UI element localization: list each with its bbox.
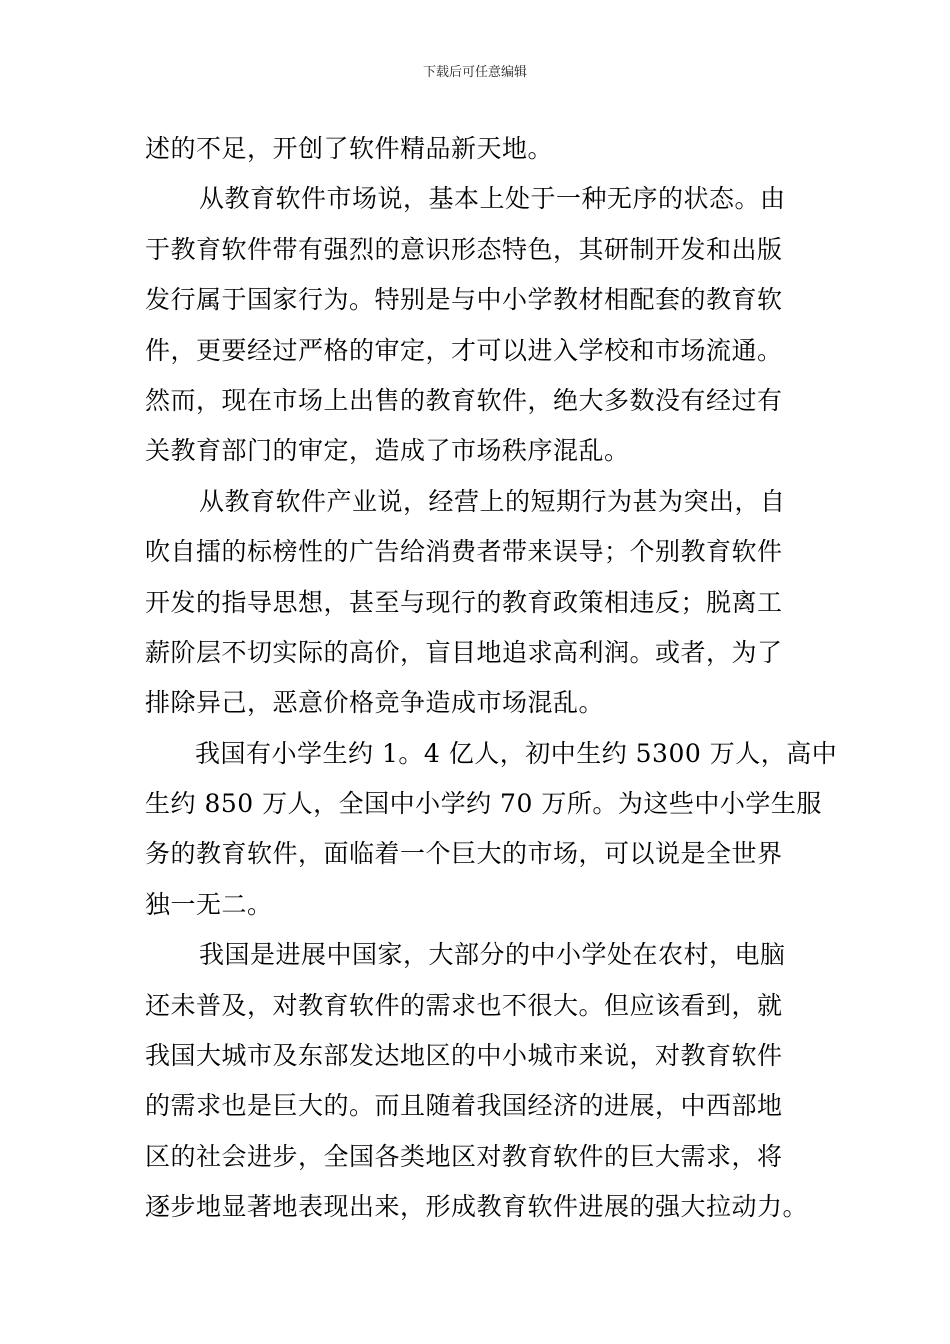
text-line: 独一无二。 (145, 889, 273, 919)
text-line: 区的社会进步，全国各类地区对教育软件的巨大需求，将 (145, 1141, 783, 1171)
text-line: 关教育部门的审定，造成了市场秩序混乱。 (145, 436, 630, 466)
text-line: 从教育软件产业说，经营上的短期行为甚为突出，自 (199, 486, 786, 516)
text-line: 吹自擂的标榜性的广告给消费者带来误导；个别教育软件 (145, 537, 783, 567)
text-line: 我国有小学生约 1。4 亿人，初中生约 5300 万人，高中 (195, 738, 838, 768)
text-line: 从教育软件市场说，基本上处于一种无序的状态。由 (199, 184, 786, 214)
text-line: 然而，现在市场上出售的教育软件，绝大多数没有经过有 (145, 385, 783, 415)
text-line: 发行属于国家行为。特别是与中小学教材相配套的教育软 (145, 285, 783, 315)
text-line: 的需求也是巨大的。而且随着我国经济的进展，中西部地 (145, 1091, 783, 1121)
text-line: 述的不足，开创了软件精品新天地。 (145, 134, 554, 163)
text-line: 务的教育软件，面临着一个巨大的市场，可以说是全世界 (145, 839, 783, 869)
text-line: 排除异己，恶意价格竞争造成市场混乱。 (145, 688, 605, 718)
text-line: 开发的指导思想，甚至与现行的教育政策相违反；脱离工 (145, 587, 783, 617)
text-line: 生约 850 万人，全国中小学约 70 万所。为这些中小学生服 (145, 789, 822, 819)
text-line: 我国大城市及东部发达地区的中小城市来说，对教育软件 (145, 1041, 783, 1071)
text-line: 逐步地显著地表现出来，形成教育软件进展的强大拉动力。 (145, 1192, 809, 1222)
text-line: 薪阶层不切实际的高价，盲目地追求高利润。或者，为了 (145, 637, 783, 667)
document-body (145, 124, 838, 1233)
text-line: 件，更要经过严格的审定，才可以进入学校和市场流通。 (145, 335, 783, 365)
text-line: 我国是进展中国家，大部分的中小学处在农村，电脑 (199, 940, 786, 970)
page-header: 下载后可任意编辑 (422, 65, 527, 80)
text-line: 还未普及，对教育软件的需求也不很大。但应该看到，就 (145, 990, 783, 1020)
text-line: 于教育软件带有强烈的意识形态特色，其研制开发和出版 (145, 234, 783, 264)
